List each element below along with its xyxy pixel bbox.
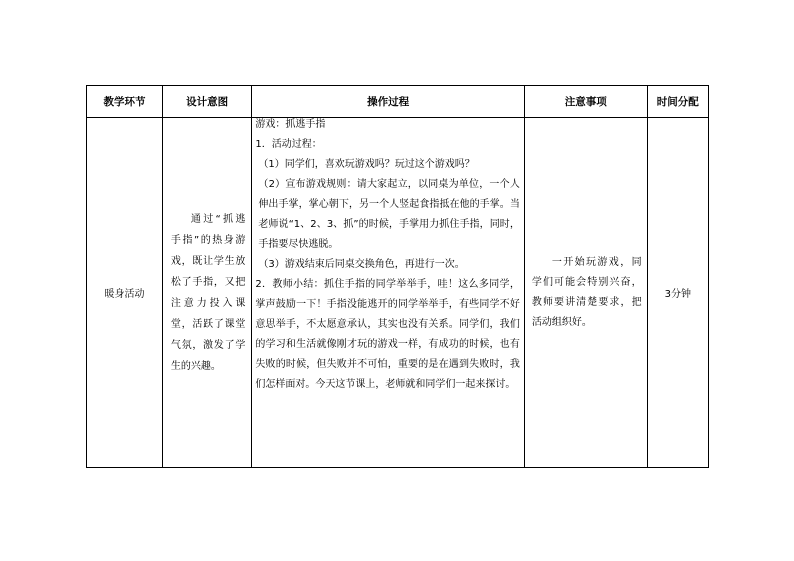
header-notes: 注意事项 (524, 86, 647, 118)
header-stage: 教学环节 (87, 86, 163, 118)
header-row (87, 86, 709, 118)
header-time: 时间分配 (647, 86, 708, 118)
purpose-text: 通过“抓逃手指”的热身游戏，既让学生放松了手指，又把注意力投入课堂，活跃了课堂气氛，激发了学生的兴趣。 (170, 213, 246, 372)
process-cell (252, 118, 525, 468)
table-row (87, 118, 709, 468)
stage-text: 暖身活动 (104, 289, 145, 300)
time-cell (647, 118, 708, 468)
process-title: 游戏：抓逃手指 (255, 119, 326, 130)
lesson-plan-table (86, 85, 709, 468)
process-step1-c: （3）游戏结束后同桌交换角色，再进行一次。 (258, 259, 465, 270)
header-process: 操作过程 (252, 86, 525, 118)
process-step1-b: （2）宣布游戏规则：请大家起立，以同桌为单位，一个人伸出手掌，掌心朝下，另一个人竖起食指抵在他的手掌。当老师说“1、2、3、抓”的时候，手掌用力抓住手指，同时，手指要尽快逃脱。 (258, 179, 520, 250)
process-step1-a: （1）同学们，喜欢玩游戏吗？玩过这个游戏吗？ (258, 159, 475, 170)
notes-text: 一开始玩游戏，同学们可能会特别兴奋，教师要讲清楚要求，把活动组织好。 (531, 256, 642, 328)
stage-cell (87, 118, 163, 468)
process-content (252, 115, 524, 395)
process-step2: 2．教师小结：抓住手指的同学举举手，哇！这么多同学，掌声鼓励一下！手指没能逃开的同学举举手，有些同学不好意思举手，不太愿意承认，其实也没有关系。同学们，我们的学习和生活就像刚才玩的游戏一样，有成功的时候，也有失败的时候，但失败并不可怕，重要的是在遇到失败时，我们怎样面对。今天这节课上，老师就和同学们一起来探讨。 (255, 279, 520, 390)
time-text: 3分钟 (664, 289, 691, 300)
notes-cell (524, 118, 647, 468)
header-purpose: 设计意图 (162, 86, 251, 118)
process-step1-heading: 1．活动过程： (255, 139, 322, 150)
purpose-cell (162, 118, 251, 468)
